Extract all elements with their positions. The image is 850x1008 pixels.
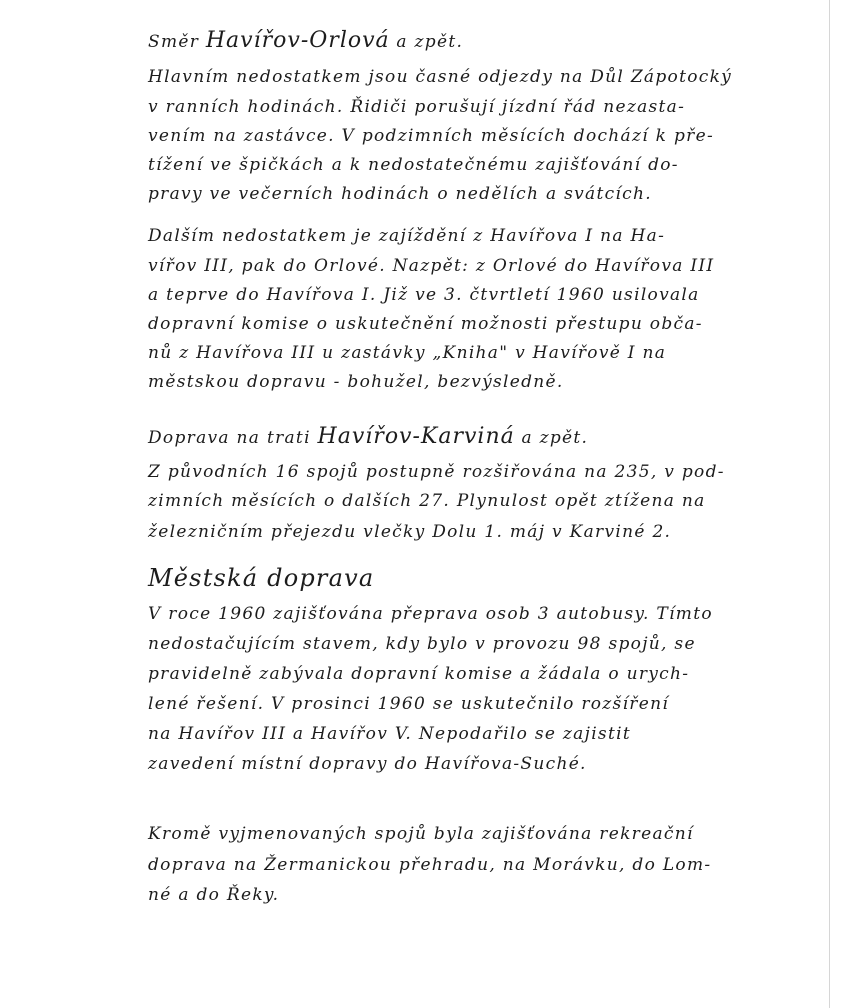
text-line: Kromě vyjmenovaných spojů byla zajišťována rekreační	[148, 824, 694, 844]
section3-title	[148, 424, 589, 449]
section4-heading: Městská doprava	[148, 564, 375, 592]
text-line: nů z Havířova III u zastávky „Knihа" v Havířově I na	[148, 343, 667, 363]
section1-title-prefix: Směr	[148, 32, 200, 52]
text-line: železničním přejezdu vlečky Dolu 1. máj v Karviné 2.	[148, 522, 672, 542]
text-line: V roce 1960 zajišťována přeprava osob 3 autobusy. Tímto	[148, 604, 713, 624]
text-line: a teprve do Havířova I. Již ve 3. čtvrtletí 1960 usilovala	[148, 285, 700, 305]
text-line: zimních měsících o dalších 27. Plynulost opět ztížena na	[148, 491, 706, 511]
text-line: v ranních hodinách. Řidiči porušují jízdní řád nezasta-	[148, 97, 686, 117]
text-line: Dalším nedostatkem je zajíždění z Havířova I na Ha-	[148, 226, 666, 246]
text-line: nedostačujícím stavem, kdy bylo v provozu 98 spojů, se	[148, 634, 696, 654]
section3-title-suffix: a zpět.	[521, 428, 589, 448]
text-line: lené řešení. V prosinci 1960 se uskutečnilo rozšíření	[148, 694, 670, 714]
text-line: doprava na Žermanickou přehradu, na Morávku, do Lom-	[148, 855, 712, 875]
text-line: Hlavním nedostatkem jsou časné odjezdy na Důl Zápotocký	[148, 67, 733, 87]
section3-title-prefix: Doprava na trati	[148, 428, 311, 448]
text-line: vířov III, pak do Orlové. Nazpět: z Orlové do Havířova III	[148, 256, 715, 276]
section1-route: Havířov-Orlová	[205, 28, 390, 53]
text-line: né a do Řeky.	[148, 885, 280, 905]
text-line: vením na zastávce. V podzimních měsících dochází k pře-	[148, 126, 715, 146]
page-edge	[829, 0, 830, 1008]
text-line: pravidelně zabývala dopravní komise a žádala o urych-	[148, 664, 690, 684]
text-line: zavedení místní dopravy do Havířova-Suché.	[148, 754, 587, 774]
section3-route: Havířov-Karviná	[317, 424, 515, 449]
text-line: tížení ve špičkách a k nedostatečnému zajišťování do-	[148, 155, 679, 175]
section1-title	[148, 28, 464, 53]
section1-title-suffix: a zpět.	[396, 32, 464, 52]
text-line: na Havířov III a Havířov V. Nepodařilo se zajistit	[148, 724, 631, 744]
text-line: Z původních 16 spojů postupně rozšiřována na 235, v pod-	[148, 462, 725, 482]
text-line: městskou dopravu - bohužel, bezvýsledně.	[148, 372, 564, 392]
text-line: pravy ve večerních hodinách o nedělích a svátcích.	[148, 184, 652, 204]
text-line: dopravní komise o uskutečnění možnosti přestupu obča-	[148, 314, 703, 334]
